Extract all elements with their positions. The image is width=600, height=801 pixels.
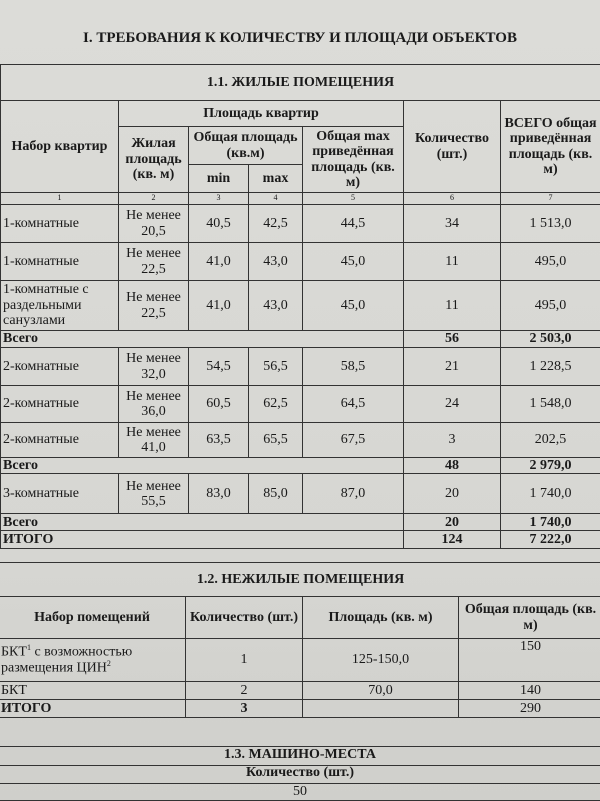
header-set: Набор квартир <box>1 101 119 193</box>
nonresidential-table <box>0 562 600 718</box>
table-row <box>1 205 600 243</box>
reduced-area: 87,0 <box>303 474 404 514</box>
header-count: Количество (шт.) <box>404 101 501 193</box>
room-total: 140 <box>459 682 600 700</box>
living-area: Не менее 22,5 <box>119 281 189 331</box>
parking-count-value: 50 <box>0 784 600 801</box>
table-row <box>1 423 600 458</box>
section-heading <box>1 65 600 101</box>
header-reduced: Общая max приведённая площадь (кв. м) <box>303 127 404 193</box>
header-max: max <box>249 165 303 193</box>
table-row <box>0 700 600 718</box>
reduced-area: 44,5 <box>303 205 404 243</box>
living-area: Не менее 20,5 <box>119 205 189 243</box>
area-min: 60,5 <box>189 386 249 423</box>
column-number: 5 <box>303 193 404 205</box>
area-min: 63,5 <box>189 423 249 458</box>
table-row <box>0 682 600 700</box>
room-name: БКТ$^1$ с возможностью размещения ЦИН$^2$ <box>0 639 186 682</box>
table-row <box>1 514 600 531</box>
total-label: ИТОГО <box>1 531 404 549</box>
header-area: Площадь (кв. м) <box>303 597 459 639</box>
column-number: 3 <box>189 193 249 205</box>
total-reduced-area: 1 513,0 <box>501 205 600 243</box>
reduced-area: 64,5 <box>303 386 404 423</box>
header-grand: ВСЕГО общая приведённая площадь (кв. м) <box>501 101 600 193</box>
count: 48 <box>404 458 501 474</box>
area-max: 62,5 <box>249 386 303 423</box>
total-reduced-area: 495,0 <box>501 281 600 331</box>
count: 20 <box>404 474 501 514</box>
header-total-area: Общая площадь (кв. м) <box>459 597 600 639</box>
count: 21 <box>404 348 501 386</box>
count: 3 <box>404 423 501 458</box>
column-number: 1 <box>1 193 119 205</box>
total-reduced-area: 202,5 <box>501 423 600 458</box>
section-1-2-title: 1.2. НЕЖИЛЫЕ ПОМЕЩЕНИЯ <box>0 563 600 597</box>
area-max: 43,0 <box>249 243 303 281</box>
total-reduced-area: 7 222,0 <box>501 531 600 549</box>
table-row <box>1 348 600 386</box>
apartment-type: 2-комнатные <box>1 423 119 458</box>
area-max: 56,5 <box>249 348 303 386</box>
parking-count-label: Количество (шт.) <box>0 765 600 784</box>
total-reduced-area: 2 503,0 <box>501 331 600 348</box>
count: 20 <box>404 514 501 531</box>
area-min: 41,0 <box>189 243 249 281</box>
table-row <box>1 474 600 514</box>
table-row <box>1 281 600 331</box>
table-row <box>1 243 600 281</box>
area-max: 85,0 <box>249 474 303 514</box>
section-1-3-title: 1.3. МАШИНО-МЕСТА <box>0 746 600 766</box>
reduced-area: 45,0 <box>303 281 404 331</box>
table-row <box>0 639 600 682</box>
room-count: 3 <box>186 700 303 718</box>
reduced-area: 45,0 <box>303 243 404 281</box>
apartment-type: 2-комнатные <box>1 348 119 386</box>
column-number: 4 <box>249 193 303 205</box>
count: 24 <box>404 386 501 423</box>
count: 124 <box>404 531 501 549</box>
total-reduced-area: 1 740,0 <box>501 514 600 531</box>
document-title: I. ТРЕБОВАНИЯ К КОЛИЧЕСТВУ И ПЛОЩАДИ ОБЪЕКТОВ <box>0 30 600 47</box>
header-count: Количество (шт.) <box>186 597 303 639</box>
reduced-area: 67,5 <box>303 423 404 458</box>
column-number: 7 <box>501 193 600 205</box>
total-reduced-area: 495,0 <box>501 243 600 281</box>
living-area: Не менее 55,5 <box>119 474 189 514</box>
area-min: 41,0 <box>189 281 249 331</box>
header-rooms: Набор помещений <box>0 597 186 639</box>
total-reduced-area: 1 228,5 <box>501 348 600 386</box>
total-label: Всего <box>1 331 404 348</box>
column-number: 2 <box>119 193 189 205</box>
apartment-type: 2-комнатные <box>1 386 119 423</box>
room-count: 2 <box>186 682 303 700</box>
header-living: Жилая площадь (кв. м) <box>119 127 189 193</box>
residential-table <box>0 64 600 549</box>
count: 56 <box>404 331 501 348</box>
apartment-type: 3-комнатные <box>1 474 119 514</box>
area-min: 83,0 <box>189 474 249 514</box>
total-label: Всего <box>1 458 404 474</box>
room-area <box>303 700 459 718</box>
count: 34 <box>404 205 501 243</box>
header-area: Площадь квартир <box>119 101 404 127</box>
table-row <box>1 531 600 549</box>
total-label: Всего <box>1 514 404 531</box>
room-name: ИТОГО <box>0 700 186 718</box>
total-reduced-area: 1 740,0 <box>501 474 600 514</box>
header-total: Общая площадь (кв.м) <box>189 127 303 165</box>
total-reduced-area: 2 979,0 <box>501 458 600 474</box>
table-row <box>1 458 600 474</box>
area-max: 42,5 <box>249 205 303 243</box>
area-min: 54,5 <box>189 348 249 386</box>
apartment-type: 1-комнатные с раздельными санузлами <box>1 281 119 331</box>
apartment-type: 1-комнатные <box>1 205 119 243</box>
living-area: Не менее 22,5 <box>119 243 189 281</box>
column-number: 6 <box>404 193 501 205</box>
area-min: 40,5 <box>189 205 249 243</box>
area-max: 65,5 <box>249 423 303 458</box>
total-reduced-area: 1 548,0 <box>501 386 600 423</box>
room-name: БКТ <box>0 682 186 700</box>
living-area: Не менее 36,0 <box>119 386 189 423</box>
room-total: 150 <box>459 639 600 682</box>
area-max: 43,0 <box>249 281 303 331</box>
living-area: Не менее 32,0 <box>119 348 189 386</box>
section-1-1-title: 1.1. ЖИЛЫЕ ПОМЕЩЕНИЯ <box>207 75 394 90</box>
room-total: 290 <box>459 700 600 718</box>
apartment-type: 1-комнатные <box>1 243 119 281</box>
table-row <box>1 386 600 423</box>
table-row <box>1 331 600 348</box>
room-count: 1 <box>186 639 303 682</box>
reduced-area: 58,5 <box>303 348 404 386</box>
room-area: 70,0 <box>303 682 459 700</box>
count: 11 <box>404 243 501 281</box>
header-min: min <box>189 165 249 193</box>
room-area: 125-150,0 <box>303 639 459 682</box>
count: 11 <box>404 281 501 331</box>
living-area: Не менее 41,0 <box>119 423 189 458</box>
